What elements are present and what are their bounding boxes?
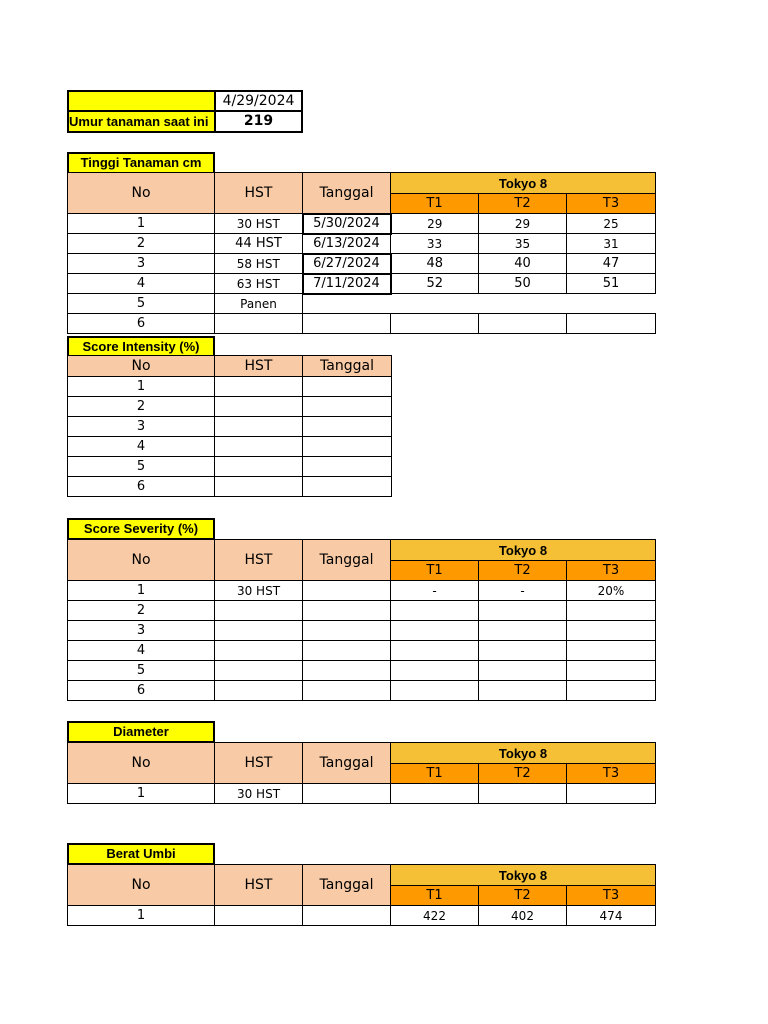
- col-variety: Tokyo 8: [391, 743, 656, 764]
- cell-t3: 47: [567, 254, 656, 274]
- table-row: [68, 397, 392, 417]
- col-hst: HST: [215, 743, 303, 784]
- cell-no: 1: [68, 214, 215, 234]
- table-row: [68, 314, 656, 334]
- cell-t2: 40: [479, 254, 567, 274]
- cell-tanggal: 7/11/2024: [303, 274, 391, 294]
- cell-t1: [391, 601, 479, 621]
- col-no: No: [68, 540, 215, 581]
- cell-tanggal: [303, 601, 391, 621]
- cell-tanggal: [303, 314, 391, 334]
- table-row: [68, 254, 656, 274]
- cell-t3: [567, 661, 656, 681]
- cell-t1: -: [391, 581, 479, 601]
- col-tanggal: Tanggal: [303, 540, 391, 581]
- col-no: No: [68, 356, 215, 377]
- cell-tanggal: [303, 457, 392, 477]
- col-t3: T3: [567, 194, 656, 214]
- col-hst: HST: [215, 540, 303, 581]
- cell-tanggal: [303, 397, 392, 417]
- plant-age-label: Umur tanaman saat ini: [67, 110, 216, 133]
- cell-t3: 31: [567, 234, 656, 254]
- cell-t2: [479, 681, 567, 701]
- cell-tanggal: [303, 294, 391, 314]
- table-row: [68, 601, 656, 621]
- cell-no: 1: [68, 906, 215, 926]
- date-label-cell: [67, 90, 216, 112]
- cell-t3: [567, 314, 656, 334]
- cell-hst: [215, 906, 303, 926]
- cell-t2: [479, 294, 567, 314]
- cell-t1: 422: [391, 906, 479, 926]
- cell-t1: [391, 621, 479, 641]
- col-t1: T1: [391, 886, 479, 906]
- col-hst: HST: [215, 865, 303, 906]
- cell-t3: [567, 601, 656, 621]
- cell-hst: [215, 437, 303, 457]
- cell-t3: 474: [567, 906, 656, 926]
- cell-t1: [391, 681, 479, 701]
- col-variety: Tokyo 8: [391, 540, 656, 561]
- cell-no: 3: [68, 417, 215, 437]
- cell-t1: [391, 661, 479, 681]
- col-variety: Tokyo 8: [391, 173, 656, 194]
- table-row: [68, 417, 392, 437]
- cell-tanggal: [303, 621, 391, 641]
- cell-t2: 29: [479, 214, 567, 234]
- cell-hst: 63 HST: [215, 274, 303, 294]
- col-hst: HST: [215, 173, 303, 214]
- cell-tanggal: [303, 581, 391, 601]
- cell-t3: [567, 681, 656, 701]
- berat-table: [67, 864, 656, 926]
- cell-tanggal: 6/13/2024: [303, 234, 391, 254]
- cell-tanggal: [303, 417, 392, 437]
- cell-hst: 30 HST: [215, 214, 303, 234]
- cell-no: 1: [68, 581, 215, 601]
- cell-no: 6: [68, 681, 215, 701]
- cell-t1: [391, 294, 479, 314]
- cell-tanggal: 6/27/2024: [303, 254, 391, 274]
- tinggi-table: [67, 172, 656, 334]
- cell-t3: 20%: [567, 581, 656, 601]
- col-no: No: [68, 173, 215, 214]
- col-tanggal: Tanggal: [303, 173, 391, 214]
- col-t1: T1: [391, 764, 479, 784]
- table-row: [68, 477, 392, 497]
- cell-t3: [567, 784, 656, 804]
- table-row: [68, 437, 392, 457]
- cell-no: 5: [68, 294, 215, 314]
- cell-no: 4: [68, 274, 215, 294]
- cell-hst: [215, 641, 303, 661]
- cell-hst: [215, 681, 303, 701]
- cell-t3: [567, 294, 656, 314]
- col-t2: T2: [479, 886, 567, 906]
- cell-hst: 44 HST: [215, 234, 303, 254]
- cell-hst: [215, 477, 303, 497]
- cell-tanggal: [303, 641, 391, 661]
- tinggi-title: Tinggi Tanaman cm: [67, 152, 215, 174]
- cell-hst: [215, 457, 303, 477]
- cell-hst: [215, 661, 303, 681]
- plant-age-value: 219: [214, 110, 303, 133]
- cell-t1: 48: [391, 254, 479, 274]
- col-no: No: [68, 865, 215, 906]
- cell-t2: [479, 784, 567, 804]
- berat-title: Berat Umbi: [67, 843, 215, 865]
- table-row: [68, 234, 656, 254]
- diameter-title: Diameter: [67, 721, 215, 743]
- col-tanggal: Tanggal: [303, 356, 392, 377]
- cell-tanggal: [303, 784, 391, 804]
- cell-no: 6: [68, 477, 215, 497]
- cell-t2: [479, 621, 567, 641]
- col-hst: HST: [215, 356, 303, 377]
- cell-t2: -: [479, 581, 567, 601]
- severity-title: Score Severity (%): [67, 518, 215, 540]
- cell-no: 6: [68, 314, 215, 334]
- cell-t2: [479, 641, 567, 661]
- cell-t2: 50: [479, 274, 567, 294]
- table-row: [68, 641, 656, 661]
- table-row: [68, 294, 656, 314]
- cell-hst: [215, 377, 303, 397]
- diameter-table: [67, 742, 656, 804]
- cell-no: 2: [68, 234, 215, 254]
- col-t2: T2: [479, 194, 567, 214]
- cell-hst: [215, 621, 303, 641]
- severity-table: [67, 539, 656, 701]
- col-t2: T2: [479, 561, 567, 581]
- cell-hst: 30 HST: [215, 581, 303, 601]
- table-row: [68, 784, 656, 804]
- col-tanggal: Tanggal: [303, 865, 391, 906]
- cell-no: 3: [68, 621, 215, 641]
- cell-hst: [215, 314, 303, 334]
- cell-t2: [479, 314, 567, 334]
- col-t1: T1: [391, 561, 479, 581]
- cell-tanggal: [303, 437, 392, 457]
- col-t3: T3: [567, 561, 656, 581]
- cell-no: 4: [68, 437, 215, 457]
- col-t3: T3: [567, 764, 656, 784]
- table-row: [68, 274, 656, 294]
- cell-t1: 33: [391, 234, 479, 254]
- cell-no: 4: [68, 641, 215, 661]
- col-t2: T2: [479, 764, 567, 784]
- cell-hst: 58 HST: [215, 254, 303, 274]
- cell-t2: 35: [479, 234, 567, 254]
- table-row: [68, 681, 656, 701]
- intensity-table: [67, 355, 392, 497]
- cell-t1: [391, 784, 479, 804]
- cell-tanggal: [303, 681, 391, 701]
- col-t3: T3: [567, 886, 656, 906]
- cell-t1: 52: [391, 274, 479, 294]
- cell-tanggal: [303, 661, 391, 681]
- cell-tanggal: 5/30/2024: [303, 214, 391, 234]
- cell-hst: [215, 601, 303, 621]
- table-row: [68, 457, 392, 477]
- col-t1: T1: [391, 194, 479, 214]
- cell-t3: 51: [567, 274, 656, 294]
- cell-no: 5: [68, 457, 215, 477]
- cell-no: 2: [68, 397, 215, 417]
- table-row: [68, 214, 656, 234]
- col-no: No: [68, 743, 215, 784]
- cell-hst: Panen: [215, 294, 303, 314]
- cell-no: 3: [68, 254, 215, 274]
- cell-tanggal: [303, 477, 392, 497]
- table-row: [68, 621, 656, 641]
- cell-t2: 402: [479, 906, 567, 926]
- cell-no: 2: [68, 601, 215, 621]
- cell-t1: 29: [391, 214, 479, 234]
- table-row: [68, 906, 656, 926]
- cell-t2: [479, 661, 567, 681]
- cell-tanggal: [303, 906, 391, 926]
- cell-hst: 30 HST: [215, 784, 303, 804]
- table-row: [68, 581, 656, 601]
- cell-no: 5: [68, 661, 215, 681]
- table-row: [68, 377, 392, 397]
- cell-no: 1: [68, 377, 215, 397]
- cell-t1: [391, 314, 479, 334]
- cell-tanggal: [303, 377, 392, 397]
- cell-hst: [215, 417, 303, 437]
- cell-t3: 25: [567, 214, 656, 234]
- intensity-title: Score Intensity (%): [67, 336, 215, 358]
- table-row: [68, 661, 656, 681]
- col-variety: Tokyo 8: [391, 865, 656, 886]
- cell-t1: [391, 641, 479, 661]
- cell-hst: [215, 397, 303, 417]
- cell-no: 1: [68, 784, 215, 804]
- current-date: 4/29/2024: [214, 90, 303, 112]
- cell-t3: [567, 621, 656, 641]
- cell-t2: [479, 601, 567, 621]
- cell-t3: [567, 641, 656, 661]
- col-tanggal: Tanggal: [303, 743, 391, 784]
